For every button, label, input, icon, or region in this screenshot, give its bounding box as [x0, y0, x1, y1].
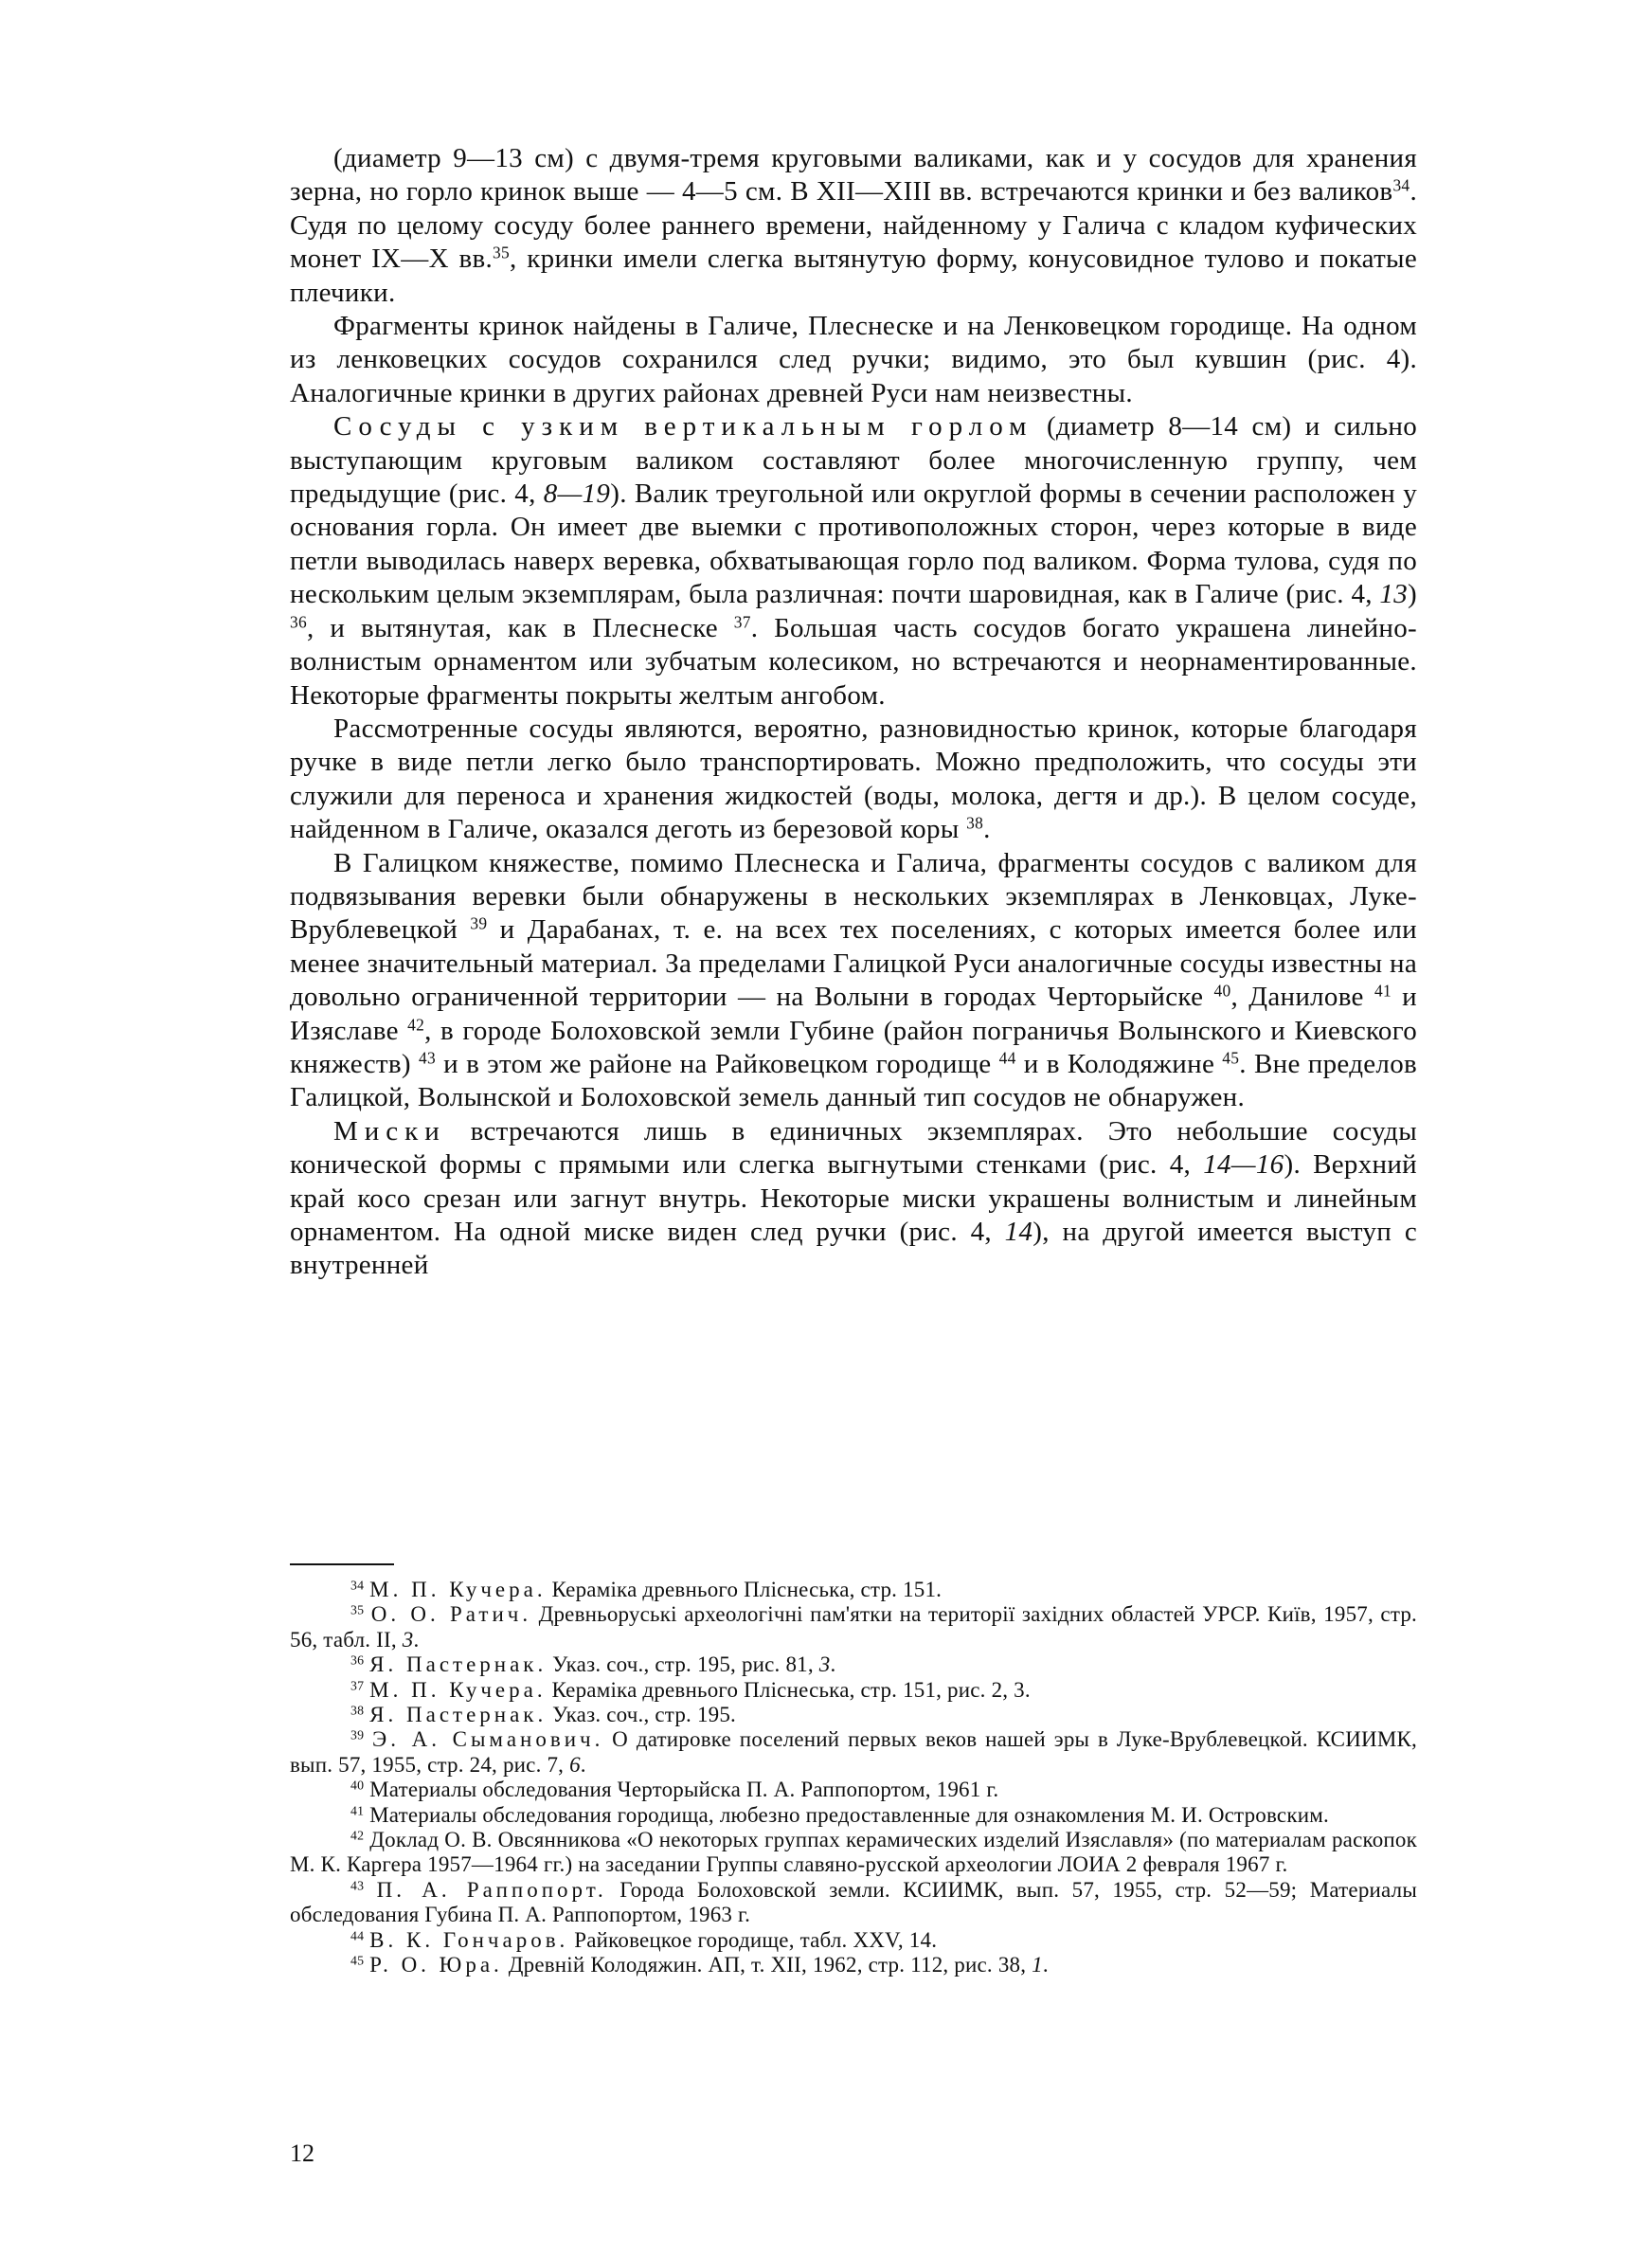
text-run: , кринки имели слегка вытянутую форму, конусовидное тулово и покатые плечики.: [290, 244, 1417, 308]
figure-ref: 13: [1379, 579, 1409, 610]
spaced-text: М. П. Кучера.: [369, 1578, 547, 1601]
footnote-ref: 38: [966, 813, 984, 833]
figure-ref: 14—16: [1203, 1149, 1284, 1181]
footnote-ref: 45: [1222, 1048, 1240, 1068]
text-run: Рассмотренные сосуды являются, вероятно, разновидностью кринок, которые благодаря ручке в виде петли легко было транспортировать. Можно предположить, что сосуды эти служили для переноса и хранения жидкостей (воды, молока, дегтя и др.). В целом сосуде, найденном в Галиче, оказался деготь из березовой коры: [290, 713, 1417, 845]
footnote: [290, 1928, 1417, 1953]
footnote-ref: 35: [493, 243, 511, 262]
text-run: Материалы обследования городища, любезно предоставленные для ознакомления М. И. Островским.: [369, 1802, 1329, 1827]
footnote-number: 36: [350, 1652, 365, 1668]
text-run: .: [1042, 1953, 1049, 1977]
footnote-number: 35: [350, 1602, 365, 1617]
footnote-ref: 42: [407, 1015, 425, 1034]
paragraph: [290, 1115, 1417, 1283]
figure-ref: 1: [1032, 1953, 1043, 1977]
footnote-separator: [290, 1563, 394, 1565]
footnote-number: 38: [350, 1703, 365, 1718]
footnote-ref: 44: [998, 1048, 1016, 1068]
footnote-number: 34: [350, 1578, 365, 1593]
spaced-text: В. К. Гончаров.: [369, 1927, 569, 1952]
text-run: .: [983, 814, 991, 845]
footnote: [290, 1953, 1417, 1977]
figure-ref: 8—19: [543, 478, 611, 510]
text-run: Указ. соч., стр. 195.: [547, 1703, 736, 1727]
text-run: , в городе Болоховской земли Губине (район пограничья Волынского и Киевского княжеств): [290, 1015, 1418, 1079]
text-run: .: [580, 1752, 586, 1777]
text-run: В Галицком княжестве, помимо Плеснеска и Галича, фрагменты сосудов с валиком для подвязывания веревки были обнаружены в нескольких экземплярах в Ленковцах, Луке-Врублевецкой: [290, 847, 1417, 946]
footnote: [290, 1727, 1417, 1778]
text-run: ): [1408, 579, 1417, 610]
spaced-text: Р. О. Юра.: [369, 1953, 503, 1977]
spaced-text: Я. Пастернак.: [369, 1652, 548, 1677]
text-run: ). Валик треугольной или округлой формы в сечении расположен у основания горла. Он имеет две выемки с противоположных сторон, через которые в виде петли выводилась наверх веревка, обхватывающая горло под валиком. Форма тулова, судя по нескольким целым экземплярам, была различная: почти шаровидная, как в Галиче (рис. 4,: [290, 478, 1417, 610]
text-run: Древній Колодяжин. АП, т. XII, 1962, стр. 112, рис. 38,: [502, 1953, 1032, 1977]
text-run: Города Болоховской земли. КСИИМК, вып. 57, 1955, стр. 52—59; Материалы обследования Губина П. А. Раппопортом, 1963 г.: [290, 1877, 1417, 1927]
spaced-text: М. П. Кучера.: [369, 1677, 547, 1702]
footnote-ref: 40: [1213, 981, 1231, 1001]
text-run: и Изяславе: [290, 982, 1417, 1046]
spaced-text: П. А. Раппопорт.: [376, 1877, 607, 1902]
text-run: и в этом же районе на Райковецком городище: [435, 1048, 999, 1079]
footnote-number: 37: [350, 1678, 365, 1693]
text-run: ), на другой имеется выступ с внутренней: [290, 1217, 1417, 1281]
text-run: Фрагменты кринок найдены в Галиче, Плеснеске и на Ленковецком городище. На одном из ленковецких сосудов сохранился след ручки; видимо, это был кувшин (рис. 4). Аналогичные кринки в других районах древней Руси нам неизвестны.: [290, 311, 1417, 408]
text-run: Указ. соч., стр. 195, рис. 81,: [547, 1652, 819, 1677]
figure-ref: 3: [818, 1652, 831, 1677]
spaced-text: О. О. Ратич.: [370, 1602, 532, 1627]
footnote: [290, 1778, 1417, 1802]
figure-ref: 3: [402, 1627, 414, 1652]
footnote-ref: 43: [418, 1048, 436, 1068]
footnote-ref: 39: [470, 913, 488, 933]
text-run: Райковецкое городище, табл. XXV, 14.: [568, 1927, 938, 1952]
footnote: [290, 1703, 1417, 1727]
footnote-number: 42: [350, 1828, 365, 1843]
paragraph: [290, 713, 1417, 847]
text-run: Древньоруські археологічні пам'ятки на території західних областей УРСР. Київ, 1957, стр. 56, табл. II,: [290, 1602, 1418, 1652]
footnote: [290, 1602, 1417, 1652]
figure-ref: 6: [569, 1752, 581, 1777]
footnote-ref: 34: [1392, 175, 1410, 195]
footnote: [290, 1803, 1417, 1828]
footnote: [290, 1578, 1417, 1602]
text-run: . Большая часть сосудов богато украшена линейно-волнистым орнаментом или зубчатым колесиком, но встречаются и неорнаментированные. Некоторые фрагменты покрыты желтым ангобом.: [290, 612, 1417, 711]
footnote: [290, 1652, 1417, 1677]
text-run: и Дарабанах, т. е. на всех тех поселениях, с которых имеется более или менее значительный материал. За пределами Галицкой Руси аналогичные сосуды известны на довольно ограниченной территории — на Волыни в городах Черторыйске: [290, 914, 1418, 1013]
page-number: 12: [290, 2140, 314, 2167]
footnote-number: 39: [350, 1727, 365, 1742]
footnote-number: 40: [350, 1778, 365, 1793]
footnote: [290, 1828, 1417, 1878]
text-run: (диаметр 8—14 см) и сильно выступающим круговым валиком составляют более многочисленную группу, чем предыдущие (рис. 4,: [290, 411, 1417, 510]
footnote-number: 44: [350, 1928, 365, 1943]
figure-ref: 14: [1004, 1217, 1033, 1247]
footnote-number: 45: [350, 1953, 365, 1968]
paragraph: [290, 410, 1417, 713]
text-run: Кераміка древнього Пліснеська, стр. 151, рис. 2, 3.: [546, 1677, 1031, 1702]
text-run: .: [413, 1627, 420, 1652]
text-run: Доклад О. В. Овсянникова «О некоторых группах керамических изделий Изяславля» (по материалам раскопок М. К. Каргера 1957—1964 гг.) на заседании Группы славяно-русской археологии ЛОИА 2 февраля 1967 г.: [290, 1828, 1417, 1877]
spaced-text: Я. Пастернак.: [369, 1703, 548, 1727]
footnote-ref: 37: [733, 612, 751, 632]
footnote-number: 43: [350, 1878, 365, 1893]
main-text: [290, 142, 1417, 1283]
text-run: . Вне пределов Галицкой, Волынской и Болоховской земель данный тип сосудов не обнаружен.: [290, 1048, 1417, 1113]
text-run: , и вытянутая, как в Плеснеске: [307, 612, 734, 643]
text-run: (диаметр 9—13 см) с двумя-тремя круговыми валиками, как и у сосудов для хранения зерна, но горло кринок выше — 4—5 см. В XII—XIII вв. встречаются кринки и без валиков: [290, 143, 1417, 208]
footnote-ref: 36: [290, 612, 307, 632]
spaced-text: Э. А. Сыманович.: [372, 1727, 604, 1752]
spaced-text: Сосуды с узким вертикальным горлом: [333, 411, 1033, 442]
footnote-number: 41: [350, 1803, 365, 1818]
footnote-ref: 41: [1374, 981, 1392, 1001]
paragraph: [290, 142, 1417, 310]
spaced-text: Миски: [333, 1115, 446, 1147]
text-run: .: [830, 1652, 836, 1677]
text-run: встречаются лишь в единичных экземплярах. Это небольшие сосуды конической формы с прямыми или слегка выгнутыми стенками (рис. 4,: [290, 1115, 1417, 1181]
footnote: [290, 1878, 1417, 1928]
paragraph: [290, 847, 1417, 1115]
footnotes: [290, 1578, 1417, 1978]
text-run: ). Верхний край косо срезан или загнут внутрь. Некоторые миски украшены волнистым и линейным орнаментом. На одной миске виден след ручки (рис. 4,: [290, 1149, 1417, 1247]
text-run: . Судя по целому сосуду более раннего времени, найденному у Галича с кладом куфических монет IX—X вв.: [290, 176, 1417, 275]
text-run: , Данилове: [1230, 982, 1374, 1013]
text-run: Материалы обследования Черторыйска П. А. Раппопортом, 1961 г.: [369, 1778, 999, 1802]
text-run: и в Колодяжине: [1015, 1048, 1223, 1079]
paragraph: [290, 310, 1417, 410]
text-run: О датировке поселений первых веков нашей эры в Луке-Врублевецкой. КСИИМК, вып. 57, 1955, стр. 24, рис. 7,: [290, 1727, 1417, 1777]
footnote: [290, 1678, 1417, 1703]
text-run: Кераміка древнього Пліснеська, стр. 151.: [546, 1578, 943, 1601]
